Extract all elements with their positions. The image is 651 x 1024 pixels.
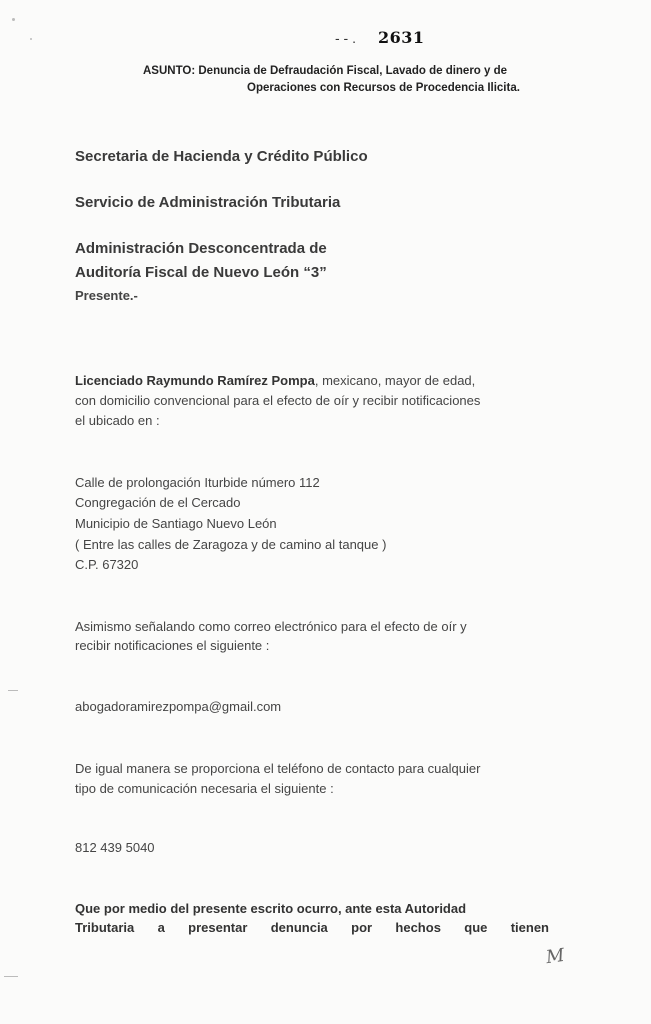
closing-word: presentar bbox=[188, 920, 248, 935]
closing-word: a bbox=[157, 920, 165, 935]
closing-word: que bbox=[464, 920, 488, 935]
address-line: ( Entre las calles de Zaragoza y de camino al tanque ) bbox=[75, 537, 387, 552]
addressee-secretaria: Secretaria de Hacienda y Crédito Público bbox=[75, 148, 368, 165]
address-line: Congregación de el Cercado bbox=[75, 495, 241, 510]
subject-line-1: ASUNTO: Denuncia de Defraudación Fiscal, Lavado de dinero y de bbox=[143, 65, 508, 77]
address-line: Municipio de Santiago Nuevo León bbox=[75, 516, 277, 531]
email-intro-line-1: Asimismo señalando como correo electrónico para el efecto de oír y bbox=[75, 619, 467, 634]
presente-label: Presente.- bbox=[75, 288, 138, 303]
closing-word: hechos bbox=[395, 920, 441, 935]
phone-number: 812 439 5040 bbox=[75, 840, 155, 855]
document-number-dashes: - - . bbox=[335, 30, 356, 46]
closing-word: Tributaria bbox=[75, 920, 135, 935]
scan-speck bbox=[4, 976, 18, 977]
scan-speck bbox=[30, 38, 32, 40]
document-number: 2631 bbox=[378, 28, 425, 47]
scan-speck bbox=[8, 690, 18, 691]
email-address: abogadoramirezpompa@gmail.com bbox=[75, 699, 282, 714]
phone-intro-line-2: tipo de comunicación necesaria el siguiente : bbox=[75, 781, 334, 796]
closing-line-2 bbox=[75, 920, 549, 935]
intro-line-3: el ubicado en : bbox=[75, 413, 160, 428]
closing-word: denuncia bbox=[270, 920, 328, 935]
closing-word: tienen bbox=[510, 920, 549, 935]
closing-word: por bbox=[351, 920, 373, 935]
addressee-servicio: Servicio de Administración Tributaria bbox=[75, 194, 341, 211]
postal-code: C.P. 67320 bbox=[75, 557, 139, 572]
closing-line-1: Que por medio del presente escrito ocurro, ante esta Autoridad bbox=[75, 901, 467, 916]
applicant-name: Licenciado Raymundo Ramírez Pompa bbox=[75, 373, 315, 388]
address-line: Calle de prolongación Iturbide número 112 bbox=[75, 475, 320, 490]
intro-line-2: con domicilio convencional para el efecto de oír y recibir notificaciones bbox=[75, 393, 481, 408]
phone-intro-line-1: De igual manera se proporciona el teléfono de contacto para cualquier bbox=[75, 761, 481, 776]
addressee-auditoria: Auditoría Fiscal de Nuevo León “3” bbox=[75, 264, 327, 281]
intro-line-1-rest: , mexicano, mayor de edad, bbox=[314, 373, 476, 388]
email-intro-line-2: recibir notificaciones el siguiente : bbox=[75, 638, 270, 653]
scan-speck bbox=[12, 18, 15, 21]
addressee-administracion: Administración Desconcentrada de bbox=[75, 240, 327, 257]
intro-line-1 bbox=[75, 373, 475, 388]
handwritten-initials: M bbox=[544, 944, 566, 969]
subject-line-2: Operaciones con Recursos de Procedencia Ilicita. bbox=[247, 82, 520, 94]
